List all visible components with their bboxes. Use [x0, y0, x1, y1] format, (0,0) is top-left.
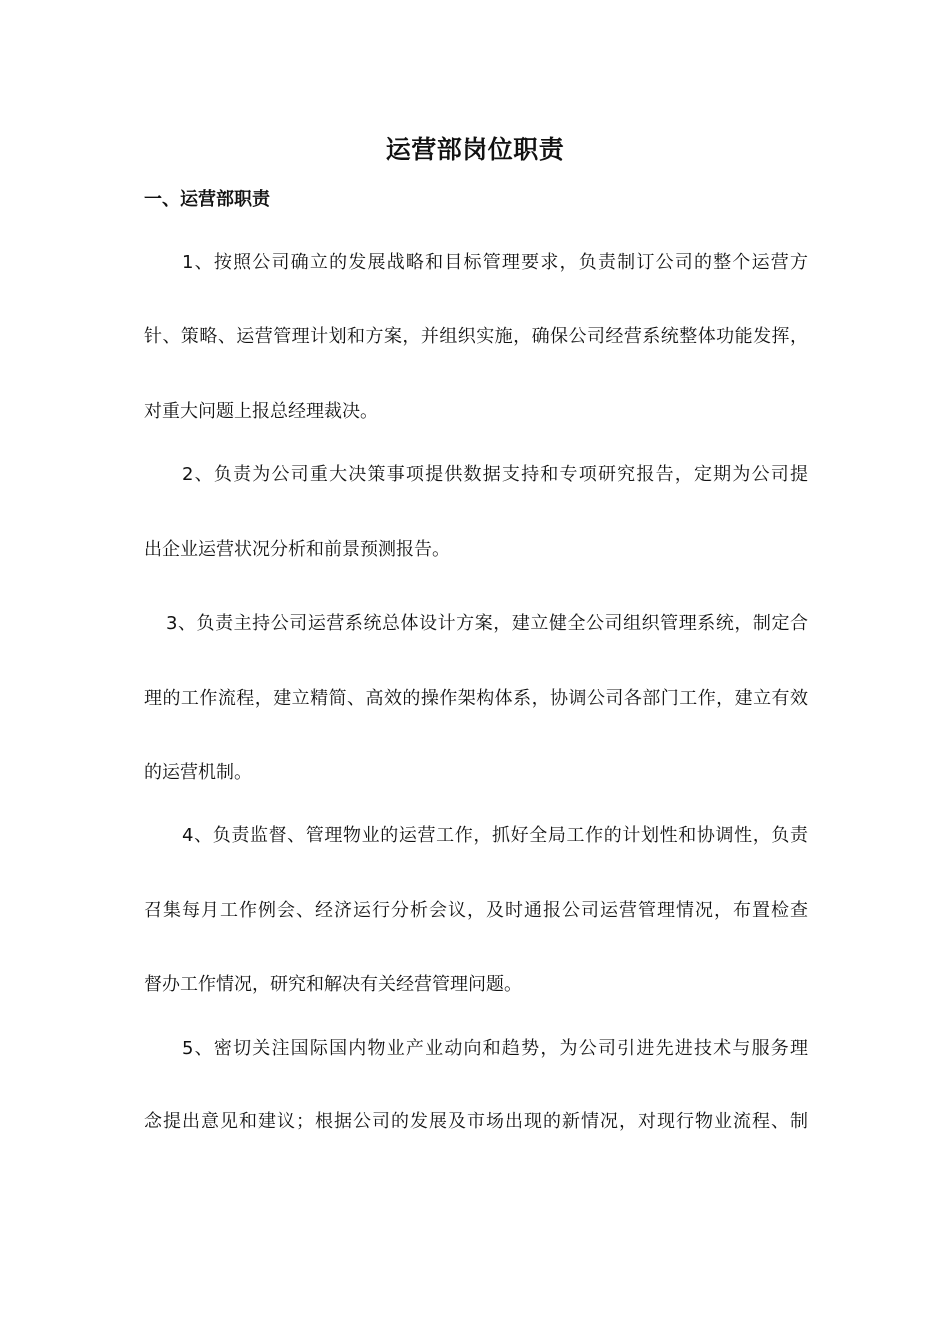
paragraph-1-line-2: 针、策略、运营管理计划和方案，并组织实施，确保公司经营系统整体功能发挥，	[144, 326, 808, 347]
paragraph-4-line-3: 督办工作情况，研究和解决有关经营管理问题。	[144, 974, 522, 995]
paragraph-5-line-2: 念提出意见和建议；根据公司的发展及市场出现的新情况，对现行物业流程、制	[144, 1111, 808, 1132]
paragraph-5-line-1: 5、密切关注国际国内物业产业动向和趋势，为公司引进先进技术与服务理	[182, 1038, 808, 1059]
paragraph-3-line-2: 理的工作流程，建立精简、高效的操作架构体系，协调公司各部门工作，建立有效	[144, 688, 808, 709]
document-title: 运营部岗位职责	[385, 135, 565, 164]
paragraph-2-line-1: 2、负责为公司重大决策事项提供数据支持和专项研究报告，定期为公司提	[182, 464, 808, 485]
paragraph-1-line-3: 对重大问题上报总经理裁决。	[144, 401, 378, 422]
paragraph-1-line-1: 1、按照公司确立的发展战略和目标管理要求，负责制订公司的整个运营方	[182, 252, 808, 273]
paragraph-3-line-1: 3、负责主持公司运营系统总体设计方案，建立健全公司组织管理系统，制定合	[166, 613, 808, 634]
paragraph-4-line-1: 4、负责监督、管理物业的运营工作，抓好全局工作的计划性和协调性，负责	[182, 825, 808, 846]
section-heading: 一、运营部职责	[144, 189, 270, 210]
paragraph-3-line-3: 的运营机制。	[144, 762, 252, 783]
paragraph-4-line-2: 召集每月工作例会、经济运行分析会议，及时通报公司运营管理情况，布置检查	[144, 900, 808, 921]
paragraph-2-line-2: 出企业运营状况分析和前景预测报告。	[144, 539, 450, 560]
